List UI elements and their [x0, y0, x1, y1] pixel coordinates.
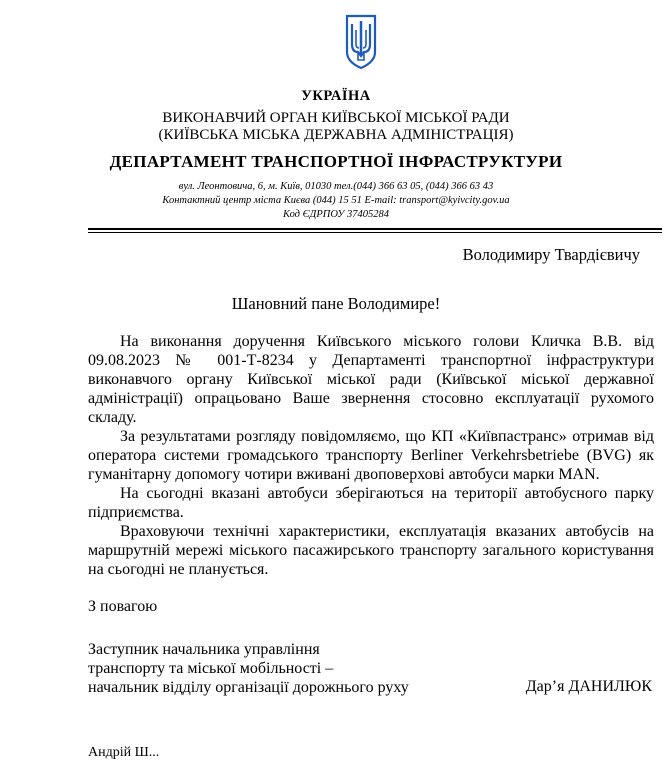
closing-phrase: З повагою — [88, 598, 158, 615]
header-divider-thin — [88, 232, 662, 233]
ukraine-trident-emblem-icon — [345, 14, 377, 70]
country-heading: УКРАЇНА — [301, 88, 371, 104]
department-name: ДЕПАРТАМЕНТ ТРАНСПОРТНОЇ ІНФРАСТРУКТУРИ — [109, 152, 563, 171]
body-paragraph: За результатами розгляду повідомляємо, що КП «Київпастранс» отримав від оператора системи громадського транспорту Berliner Verkehrsbetriebe (BVG) як гуманітарну допомогу чотири вживані двоповерхові автобуси марки MAN. — [88, 428, 654, 483]
department-contacts: Контактний центр міста Києва (044) 15 51 E-mail: transport@kyivcity.gov.ua — [162, 195, 510, 206]
org-name-line1: ВИКОНАВЧИЙ ОРГАН КИЇВСЬКОЇ МІСЬКОЇ РАДИ — [162, 110, 510, 126]
body-paragraph: На сьогодні вказані автобуси зберігаються на території автобусного парку підприємства. — [88, 485, 654, 521]
signer-title-line: транспорту та міської мобільності – — [88, 660, 334, 677]
department-edrpou: Код ЄДРПОУ 37405284 — [283, 209, 389, 220]
letter-body — [88, 332, 654, 579]
body-paragraph: Враховуючи технічні характеристики, експлуатація вказаних автобусів на маршрутній мережі міського пасажирського транспорту загального користування на сьогодні не планується. — [88, 523, 654, 578]
body-paragraph: На виконання доручення Київського міського голови Кличка В.В. від 09.08.2023 № 001-Т-8234 у Департаменті транспортної інфраструктури виконавчого органу Київської міської ради (Київської міської державної адміністрації) опрацьовано Ваше звернення стосовно експлуатації рухомого складу. — [88, 333, 654, 426]
signer-name: Дар’я ДАНИЛЮК — [525, 678, 652, 695]
signer-title-line: начальник відділу організації дорожнього руху — [88, 679, 409, 696]
header-divider-thick — [88, 228, 662, 230]
salutation: Шановний пане Володимире! — [231, 294, 441, 313]
org-name-line2: (КИЇВСЬКА МІСЬКА ДЕРЖАВНА АДМІНІСТРАЦІЯ) — [158, 127, 514, 143]
signer-title-line: Заступник начальника управління — [88, 641, 320, 658]
footer-executor-partial: Андрій Ш... — [88, 745, 160, 760]
signer-title — [88, 640, 409, 697]
department-address: вул. Леонтовича, 6, м. Київ, 01030 тел.(044) 366 63 05, (044) 366 63 43 — [178, 181, 494, 192]
addressee: Володимиру Твардієвичу — [462, 245, 640, 264]
